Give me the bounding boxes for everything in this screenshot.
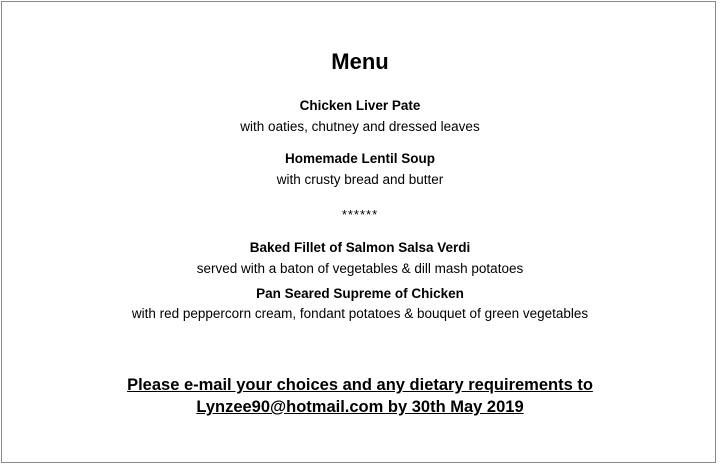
dish-name-salmon: Baked Fillet of Salmon Salsa Verdi xyxy=(249,240,471,255)
course-separator: ****** xyxy=(341,207,379,222)
menu-title: Menu xyxy=(331,49,389,74)
dish-name-lentil-soup: Homemade Lentil Soup xyxy=(284,151,436,166)
dish-description-chicken-supreme: with red peppercorn cream, fondant potatoes & bouquet of green vegetables xyxy=(131,306,589,321)
dish-description-salmon: served with a baton of vegetables & dill mash potatoes xyxy=(196,261,524,276)
dish-description-lentil-soup: with crusty bread and butter xyxy=(276,172,444,187)
dish-name-chicken-liver-pate: Chicken Liver Pate xyxy=(299,98,421,113)
dish-description-chicken-liver-pate: with oaties, chutney and dressed leaves xyxy=(240,119,480,134)
email-instruction-line-2: Lynzee90@hotmail.com by 30th May 2019 xyxy=(196,398,524,416)
email-instruction-line-1: Please e-mail your choices and any dietary requirements to xyxy=(127,376,593,394)
dish-name-chicken-supreme: Pan Seared Supreme of Chicken xyxy=(256,286,464,301)
